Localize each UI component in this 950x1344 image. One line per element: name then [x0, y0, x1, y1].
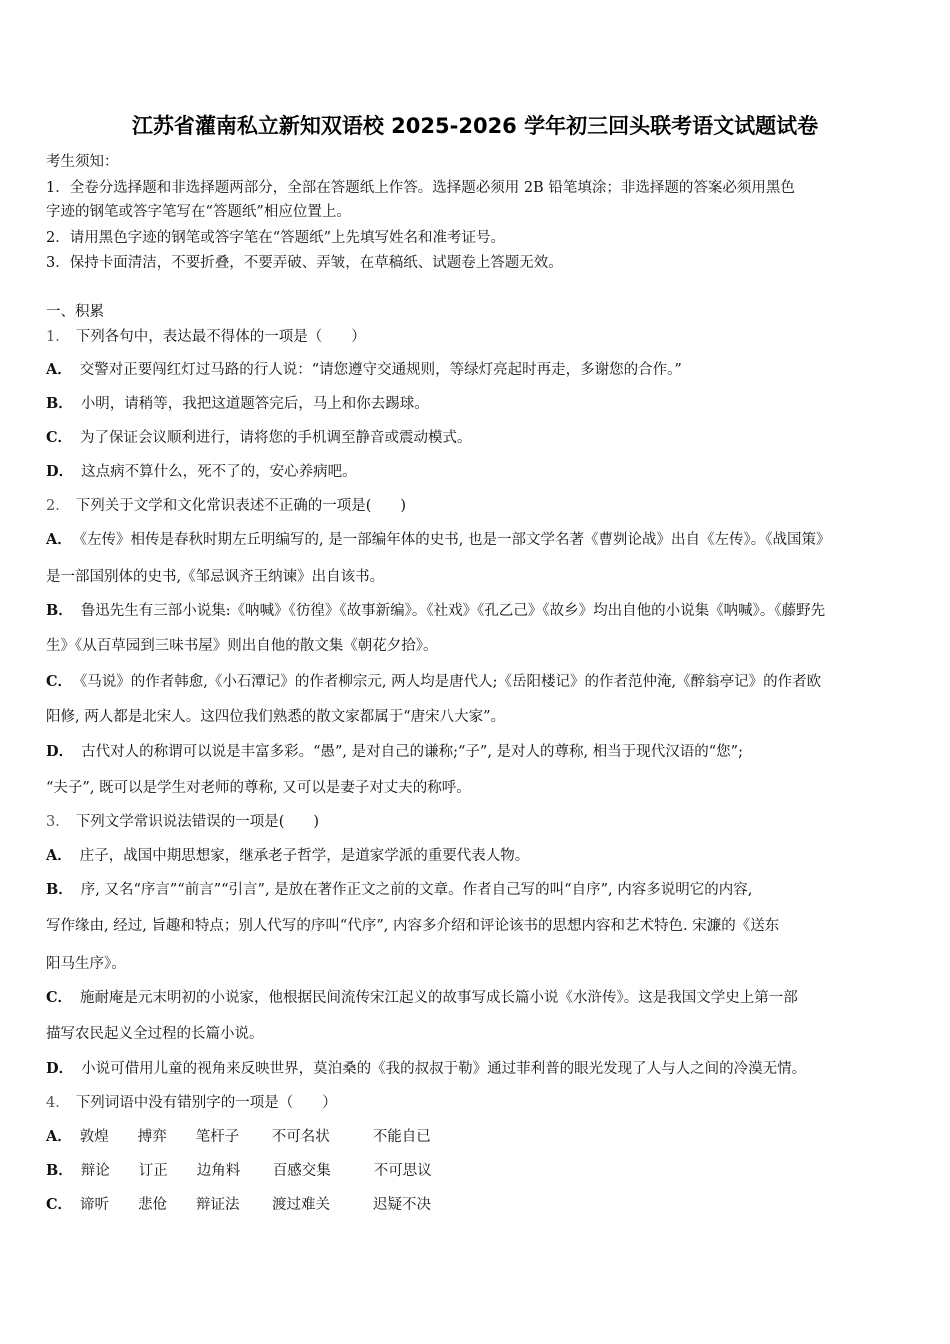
question-number: 2． [46, 498, 70, 514]
word: 不可名状 [271, 1129, 330, 1145]
question-text: 下列词语中没有错别字的一项是（ ） [75, 1095, 337, 1111]
option-label: A． [46, 1128, 72, 1145]
option-text: 序, 又名“序言”“前言”“引言”, 是放在著作正文之前的文章。作者自己写的叫“自序”, 内容多说明它的内容, [80, 882, 753, 898]
option-line [46, 1127, 916, 1147]
option-line [46, 530, 916, 550]
option-line [46, 672, 916, 692]
option-label: A． [46, 847, 72, 864]
option-text: 小说可借用儿童的视角来反映世界，莫泊桑的《我的叔叔于勒》通过菲利普的眼光发现了人与人之间的冷漠无情。 [81, 1061, 807, 1077]
question-text: 下列文学常识说法错误的一项是( ) [75, 814, 320, 830]
question-number: 4． [46, 1095, 70, 1111]
option-continuation: 阳修, 两人都是北宋人。这四位我们熟悉的散文家都属于“唐宋八大家”。 [46, 709, 506, 725]
option-label: C． [46, 673, 73, 690]
option-text: 《马说》的作者韩愈,《小石潭记》的作者柳宗元, 两人均是唐代人;《岳阳楼记》的作者范仲淹,《醉翁亭记》的作者欧 [80, 674, 822, 690]
option-continuation: 写作缘由, 经过, 旨趣和特点；别人代写的序叫“代序”, 内容多介绍和评论该书的思想内容和艺术特色. 宋濂的《送东 [46, 918, 780, 934]
question-stem [46, 812, 916, 832]
option-text: 为了保证会议顺利进行，请将您的手机调至静音或震动模式。 [80, 430, 472, 446]
option-line [46, 1195, 916, 1215]
option-label: A． [46, 361, 72, 378]
word: 不可思议 [373, 1163, 432, 1179]
word: 迟疑不决 [373, 1197, 432, 1213]
option-continuation: 阳马生序》。 [46, 956, 126, 972]
word: 渡过难关 [272, 1197, 331, 1213]
notice-heading: 考生须知： [46, 154, 119, 170]
option-label: C． [46, 429, 73, 446]
question-text: 下列各句中，表达最不得体的一项是（ ） [75, 329, 366, 345]
page-title: 江苏省灌南私立新知双语校 2025-2026 学年初三回头联考语文试题试卷 [131, 114, 819, 138]
option-text: 鲁迅先生有三部小说集:《呐喊》《彷徨》《故事新编》。《社戏》《孔乙己》《故乡》均出自他的小说集《呐喊》。《藤野先 [80, 603, 826, 619]
option-line [46, 394, 916, 414]
option-continuation: 是一部国别体的史书,《邹忌讽齐王纳谏》出自该书。 [46, 569, 385, 585]
option-line [46, 742, 916, 762]
option-text: 交警对正要闯红灯过马路的行人说：“请您遵守交通规则，等绿灯亮起时再走，多谢您的合作。” [79, 362, 682, 378]
option-line [46, 360, 916, 380]
option-line [46, 1161, 916, 1181]
option-text: 古代对人的称谓可以说是丰富多彩。“愚”, 是对自己的谦称;“子”, 是对人的尊称, 相当于现代汉语的“您”; [81, 744, 743, 760]
word: 不能自已 [372, 1129, 431, 1145]
option-line [46, 846, 916, 866]
option-continuation: “夫子”, 既可以是学生对老师的尊称, 又可以是妻子对丈夫的称呼。 [46, 780, 471, 796]
option-text: 这点病不算什么，死不了的，安心养病吧。 [81, 464, 357, 480]
option-label: B． [46, 602, 73, 619]
option-label: B． [46, 1162, 73, 1179]
word: 谛听 [80, 1197, 110, 1213]
notice-line: 2．请用黑色字迹的钢笔或答字笔在“答题纸”上先填写姓名和准考证号。 [46, 230, 506, 246]
word: 订正 [138, 1163, 168, 1179]
word: 敦煌 [79, 1129, 109, 1145]
question-stem [46, 1093, 916, 1113]
question-number: 3． [46, 814, 70, 830]
option-label: D． [46, 1060, 74, 1077]
option-continuation: 描写农民起义全过程的长篇小说。 [46, 1026, 264, 1042]
option-label: B． [46, 881, 73, 898]
word: 辩论 [80, 1163, 110, 1179]
option-label: A． [46, 531, 72, 548]
option-line [46, 601, 916, 621]
notice-line: 1．全卷分选择题和非选择题两部分，全部在答题纸上作答。选择题必须用 2B 铅笔填涂；非选择题的答案必须用黑色 [46, 180, 795, 196]
notice-line: 3．保持卡面清洁，不要折叠，不要弄破、弄皱，在草稿纸、试题卷上答题无效。 [46, 255, 563, 271]
option-text: 小明，请稍等，我把这道题答完后，马上和你去踢球。 [80, 396, 429, 412]
word: 悲伧 [138, 1197, 168, 1213]
option-text: 施耐庵是元末明初的小说家，他根据民间流传宋江起义的故事写成长篇小说《水浒传》。这是我国文学史上第一部 [80, 990, 798, 1006]
word: 搏弈 [137, 1129, 167, 1145]
option-line [46, 880, 916, 900]
notice-line: 字迹的钢笔或答字笔写在“答题纸”相应位置上。 [46, 204, 351, 220]
option-line [46, 1059, 916, 1079]
word: 边角料 [196, 1163, 241, 1179]
word: 百感交集 [272, 1163, 331, 1179]
option-line [46, 988, 916, 1008]
option-label: C． [46, 989, 73, 1006]
option-text: 《左传》相传是春秋时期左丘明编写的, 是一部编年体的史书, 也是一部文学名著《曹刿论战》出自《左传》。《战国策》 [79, 532, 831, 548]
option-line [46, 462, 916, 482]
question-number: 1． [46, 329, 70, 345]
question-stem [46, 327, 916, 347]
option-label: C． [46, 1196, 73, 1213]
option-continuation: 生》《从百草园到三味书屋》则出自他的散文集《朝花夕拾》。 [46, 638, 438, 654]
option-label: B． [46, 395, 73, 412]
word: 笔杆子 [195, 1129, 240, 1145]
option-line [46, 428, 916, 448]
option-text: 庄子，战国中期思想家，继承老子哲学，是道家学派的重要代表人物。 [79, 848, 530, 864]
word: 辩证法 [196, 1197, 240, 1213]
question-stem [46, 496, 916, 516]
option-label: D． [46, 463, 74, 480]
section-heading: 一、积累 [46, 304, 104, 320]
question-text: 下列关于文学和文化常识表述不正确的一项是( ) [75, 498, 407, 514]
option-label: D． [46, 743, 74, 760]
